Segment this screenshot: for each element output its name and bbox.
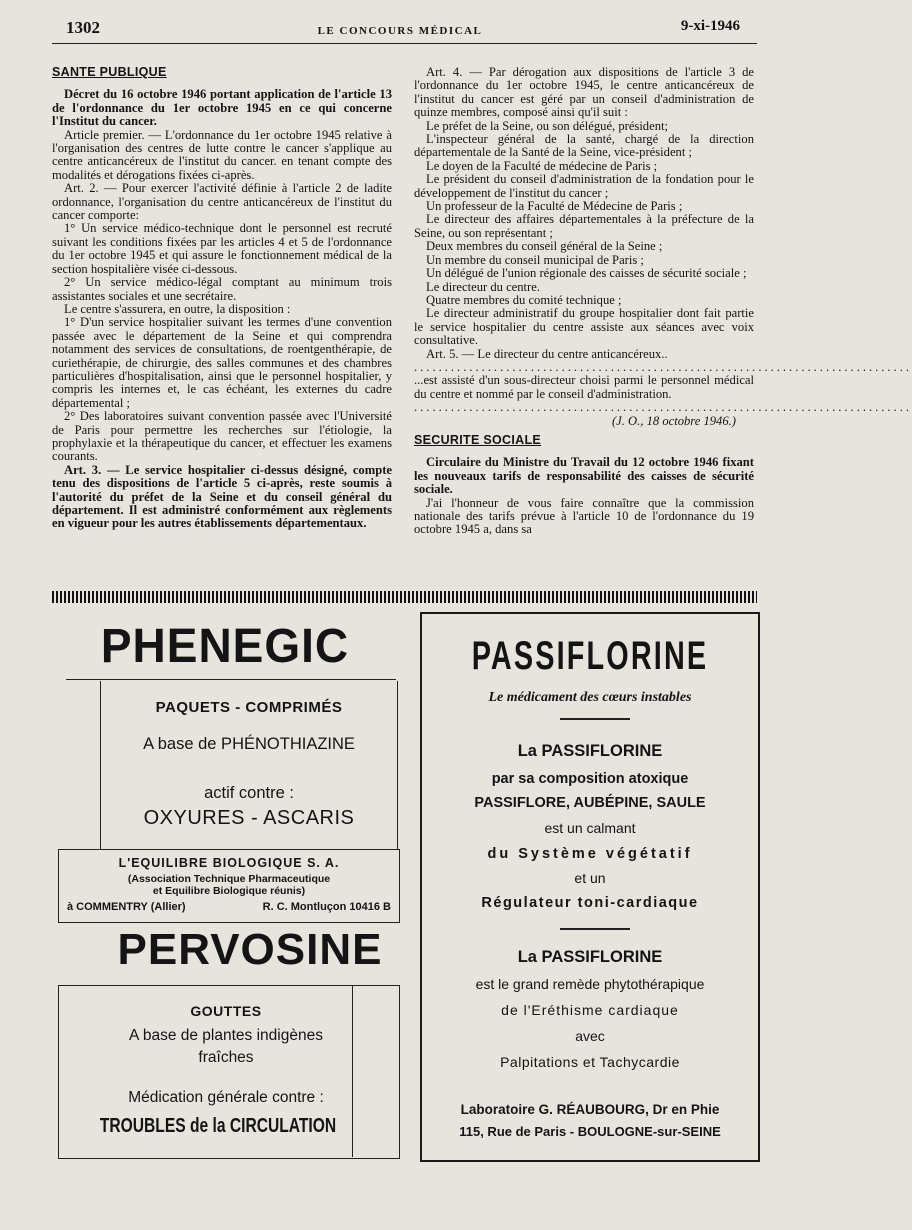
pass-line: et un — [574, 870, 606, 886]
section-heading-securite: SECURITE SOCIALE — [414, 432, 542, 447]
article-line: Le président du conseil d'administration de la fondation pour le développement de l'institut du cancer ; — [414, 172, 754, 200]
company-sub: (Association Technique Pharmaceutique — [127, 873, 331, 885]
ad-passiflorine — [420, 612, 760, 1162]
pervosine-line: A base de plantes indigènes — [129, 1027, 323, 1044]
lab-address: 115, Rue de Paris - BOULOGNE-sur-SEINE — [459, 1124, 721, 1139]
company-city: à COMMENTRY (Allier) — [67, 901, 186, 913]
lab-name: Laboratoire G. RÉAUBOURG, Dr en Phie — [460, 1102, 720, 1117]
pass-line: PASSIFLORE, AUBÉPINE, SAULE — [474, 795, 706, 811]
hatched-separator — [52, 591, 757, 603]
pass-line: Régulateur toni-cardiaque — [481, 895, 699, 911]
pervosine-line: Médication générale contre : — [128, 1089, 324, 1106]
pass-line: par sa composition atoxique — [491, 771, 689, 787]
article-line: Deux membres du conseil général de la Seine ; — [426, 239, 663, 254]
article-line: Un délégué de l'union régionale des caisses de sécurité sociale ; — [426, 266, 747, 281]
pervosine-title: PERVOSINE — [117, 925, 383, 974]
phenegic-line: A base de PHÉNOTHIAZINE — [143, 735, 355, 753]
pass-line: Palpitations et Tachycardie — [500, 1054, 680, 1070]
journal-title: LE CONCOURS MÉDICAL — [317, 25, 483, 37]
phenegic-line: PAQUETS - COMPRIMÉS — [155, 699, 343, 716]
ellipsis-divider: ................................................................................. — [414, 359, 912, 374]
article-paragraph: Le centre s'assurera, en outre, la disposition : — [64, 301, 291, 316]
pass-line: du Système végétatif — [487, 846, 693, 862]
pass-line: est un calmant — [544, 820, 636, 836]
pass-line: de l'Eréthisme cardiaque — [501, 1002, 679, 1018]
article-paragraph: 1° Un service médico-technique dont le personnel est recruté suivant les conditions fixées par les articles 4 et 5 de l'ordonnance du 1er octobre 1945 et qui assure le fonctionnement médical de la section hospitalière visée ci-dessous. — [52, 221, 392, 276]
left-column — [52, 66, 392, 531]
circular-text: J'ai l'honneur de vous faire connaître que la commission nationale des tarifs prévue à l'article 10 de l'ordonnance du 19 octobre 1945 a, dans sa — [414, 495, 754, 537]
pass-line: La PASSIFLORINE — [517, 742, 663, 760]
article-paragraph: 2° Des laboratoires suivant convention passée avec l'Université de Paris pour permettre les recherches sur l'étiologie, la prophylaxie et la thérapeutique du cancer, et effectuer les examens courants. — [52, 409, 392, 464]
article-paragraph: 2° Un service médico-légal comptant au minimum trois assistantes sociales et une secrétaire. — [52, 275, 392, 303]
article-paragraph: Article premier. — L'ordonnance du 1er octobre 1945 relative à l'organisation des centres de lutte contre le cancer s'applique au centre anticancéreux de l'institut du cancer. en tenant compte des modalités et dérogations fixées ci-après. — [52, 127, 392, 182]
page-number: 1302 — [66, 18, 100, 37]
section-heading-sante: SANTE PUBLIQUE — [52, 65, 167, 79]
header-rule — [52, 43, 757, 44]
pervosine-line: fraîches — [198, 1049, 254, 1066]
slogan: Le médicament des cœurs instables — [488, 690, 692, 705]
company-name: L'EQUILIBRE BIOLOGIQUE S. A. — [118, 856, 340, 870]
article-paragraph: 1° D'un service hospitalier suivant les termes d'une convention passée avec le département de la Seine et qui comprendra notamment des services de consultations, de roentgenthérapie, de curiethérapie, de chirurgie, des salles communes et des chambres particulières d'hospitalisation, ainsi que le personnel hospitalier, y compris les internes et, le cas échéant, les externes du cadre départemental ; — [52, 315, 392, 410]
article-line: Le directeur du centre. — [426, 279, 540, 294]
divider — [560, 928, 630, 930]
article-line: Le directeur administratif du groupe hospitalier dont fait partie le service hospitalier du centre assiste aux séances avec voix consultative. — [414, 306, 754, 348]
article-3: Art. 3. — Le service hospitalier ci-dessus désigné, compte tenu des dispositions de l'article 5 ci-après, reste soumis à l'autorité du préfet de la Seine et du conseil général du département. Il est administré conformément aux règlements en vigueur pour les autres établissements départementaux. — [52, 462, 392, 531]
phenegic-box — [100, 681, 398, 849]
passiflorine-title: PASSIFLORINE — [471, 634, 709, 678]
ad-phenegic-pervosine — [52, 615, 398, 1159]
source-citation: (J. O., 18 octobre 1946.) — [611, 413, 736, 428]
circular-title: Circulaire du Ministre du Travail du 12 octobre 1946 fixant les nouveaux tarifs de responsabilité des caisses de sécurité sociale. — [414, 455, 754, 497]
phenegic-line: actif contre : — [204, 784, 294, 802]
article-line: Le préfet de la Seine, ou son délégué, président; — [426, 118, 668, 133]
company-sub: et Equilibre Biologique réunis) — [152, 885, 306, 897]
pass-line: avec — [575, 1028, 605, 1044]
article-line: Un professeur de la Faculté de Médecine de Paris ; — [426, 199, 683, 214]
ellipsis-divider: ................................................................................. — [414, 400, 912, 415]
article-paragraph: Art. 2. — Pour exercer l'activité définie à l'article 2 de ladite ordonnance, l'organisation du centre anticancéreux de l'institut du cancer comporte: — [52, 181, 392, 223]
right-column — [414, 65, 912, 537]
company-rc: R. C. Montluçon 10416 B — [262, 901, 391, 913]
article-line: Le directeur des affaires départementales à la préfecture de la Seine, ou son représentant ; — [414, 212, 754, 240]
article-line: L'inspecteur général de la santé, chargé de la direction départementale de la Santé de la Seine, vice-président ; — [414, 132, 754, 160]
divider — [66, 679, 396, 680]
pervosine-line: TROUBLES de la CIRCULATION — [99, 1115, 337, 1137]
article-line: Le doyen de la Faculté de médecine de Paris ; — [426, 158, 658, 173]
article-line: Art. 4. — Par dérogation aux dispositions de l'article 3 de l'ordonnance du 1er octobre 1945, le centre anticancéreux de l'institut du cancer est géré par un conseil d'administration de quinze membres, composé ainsi qu'il suit : — [414, 65, 754, 120]
divider — [560, 718, 630, 720]
phenegic-title: PHENEGIC — [100, 617, 350, 673]
article-line: Un membre du conseil municipal de Paris ; — [426, 252, 644, 267]
pass-line: La PASSIFLORINE — [517, 948, 663, 966]
article-line: Art. 5. — Le directeur du centre anticancéreux.. — [426, 346, 668, 361]
article-line: Quatre membres du comité technique ; — [426, 292, 622, 307]
pass-line: est le grand remède phytothérapique — [475, 976, 705, 992]
pervosine-line: GOUTTES — [190, 1003, 262, 1019]
phenegic-line: OXYURES - ASCARIS — [143, 807, 355, 829]
continuation-text: ...est assisté d'un sous-directeur choisi parmi le personnel médical du centre et nommé par le conseil d'administration. — [414, 373, 754, 401]
decree-title: Décret du 16 octobre 1946 portant application de l'article 13 de l'ordonnance du 1er octobre 1945 en ce qui concerne l'Institut du cancer. — [52, 87, 392, 129]
issue-date: 9-xi-1946 — [680, 18, 740, 34]
company-box — [58, 849, 400, 923]
